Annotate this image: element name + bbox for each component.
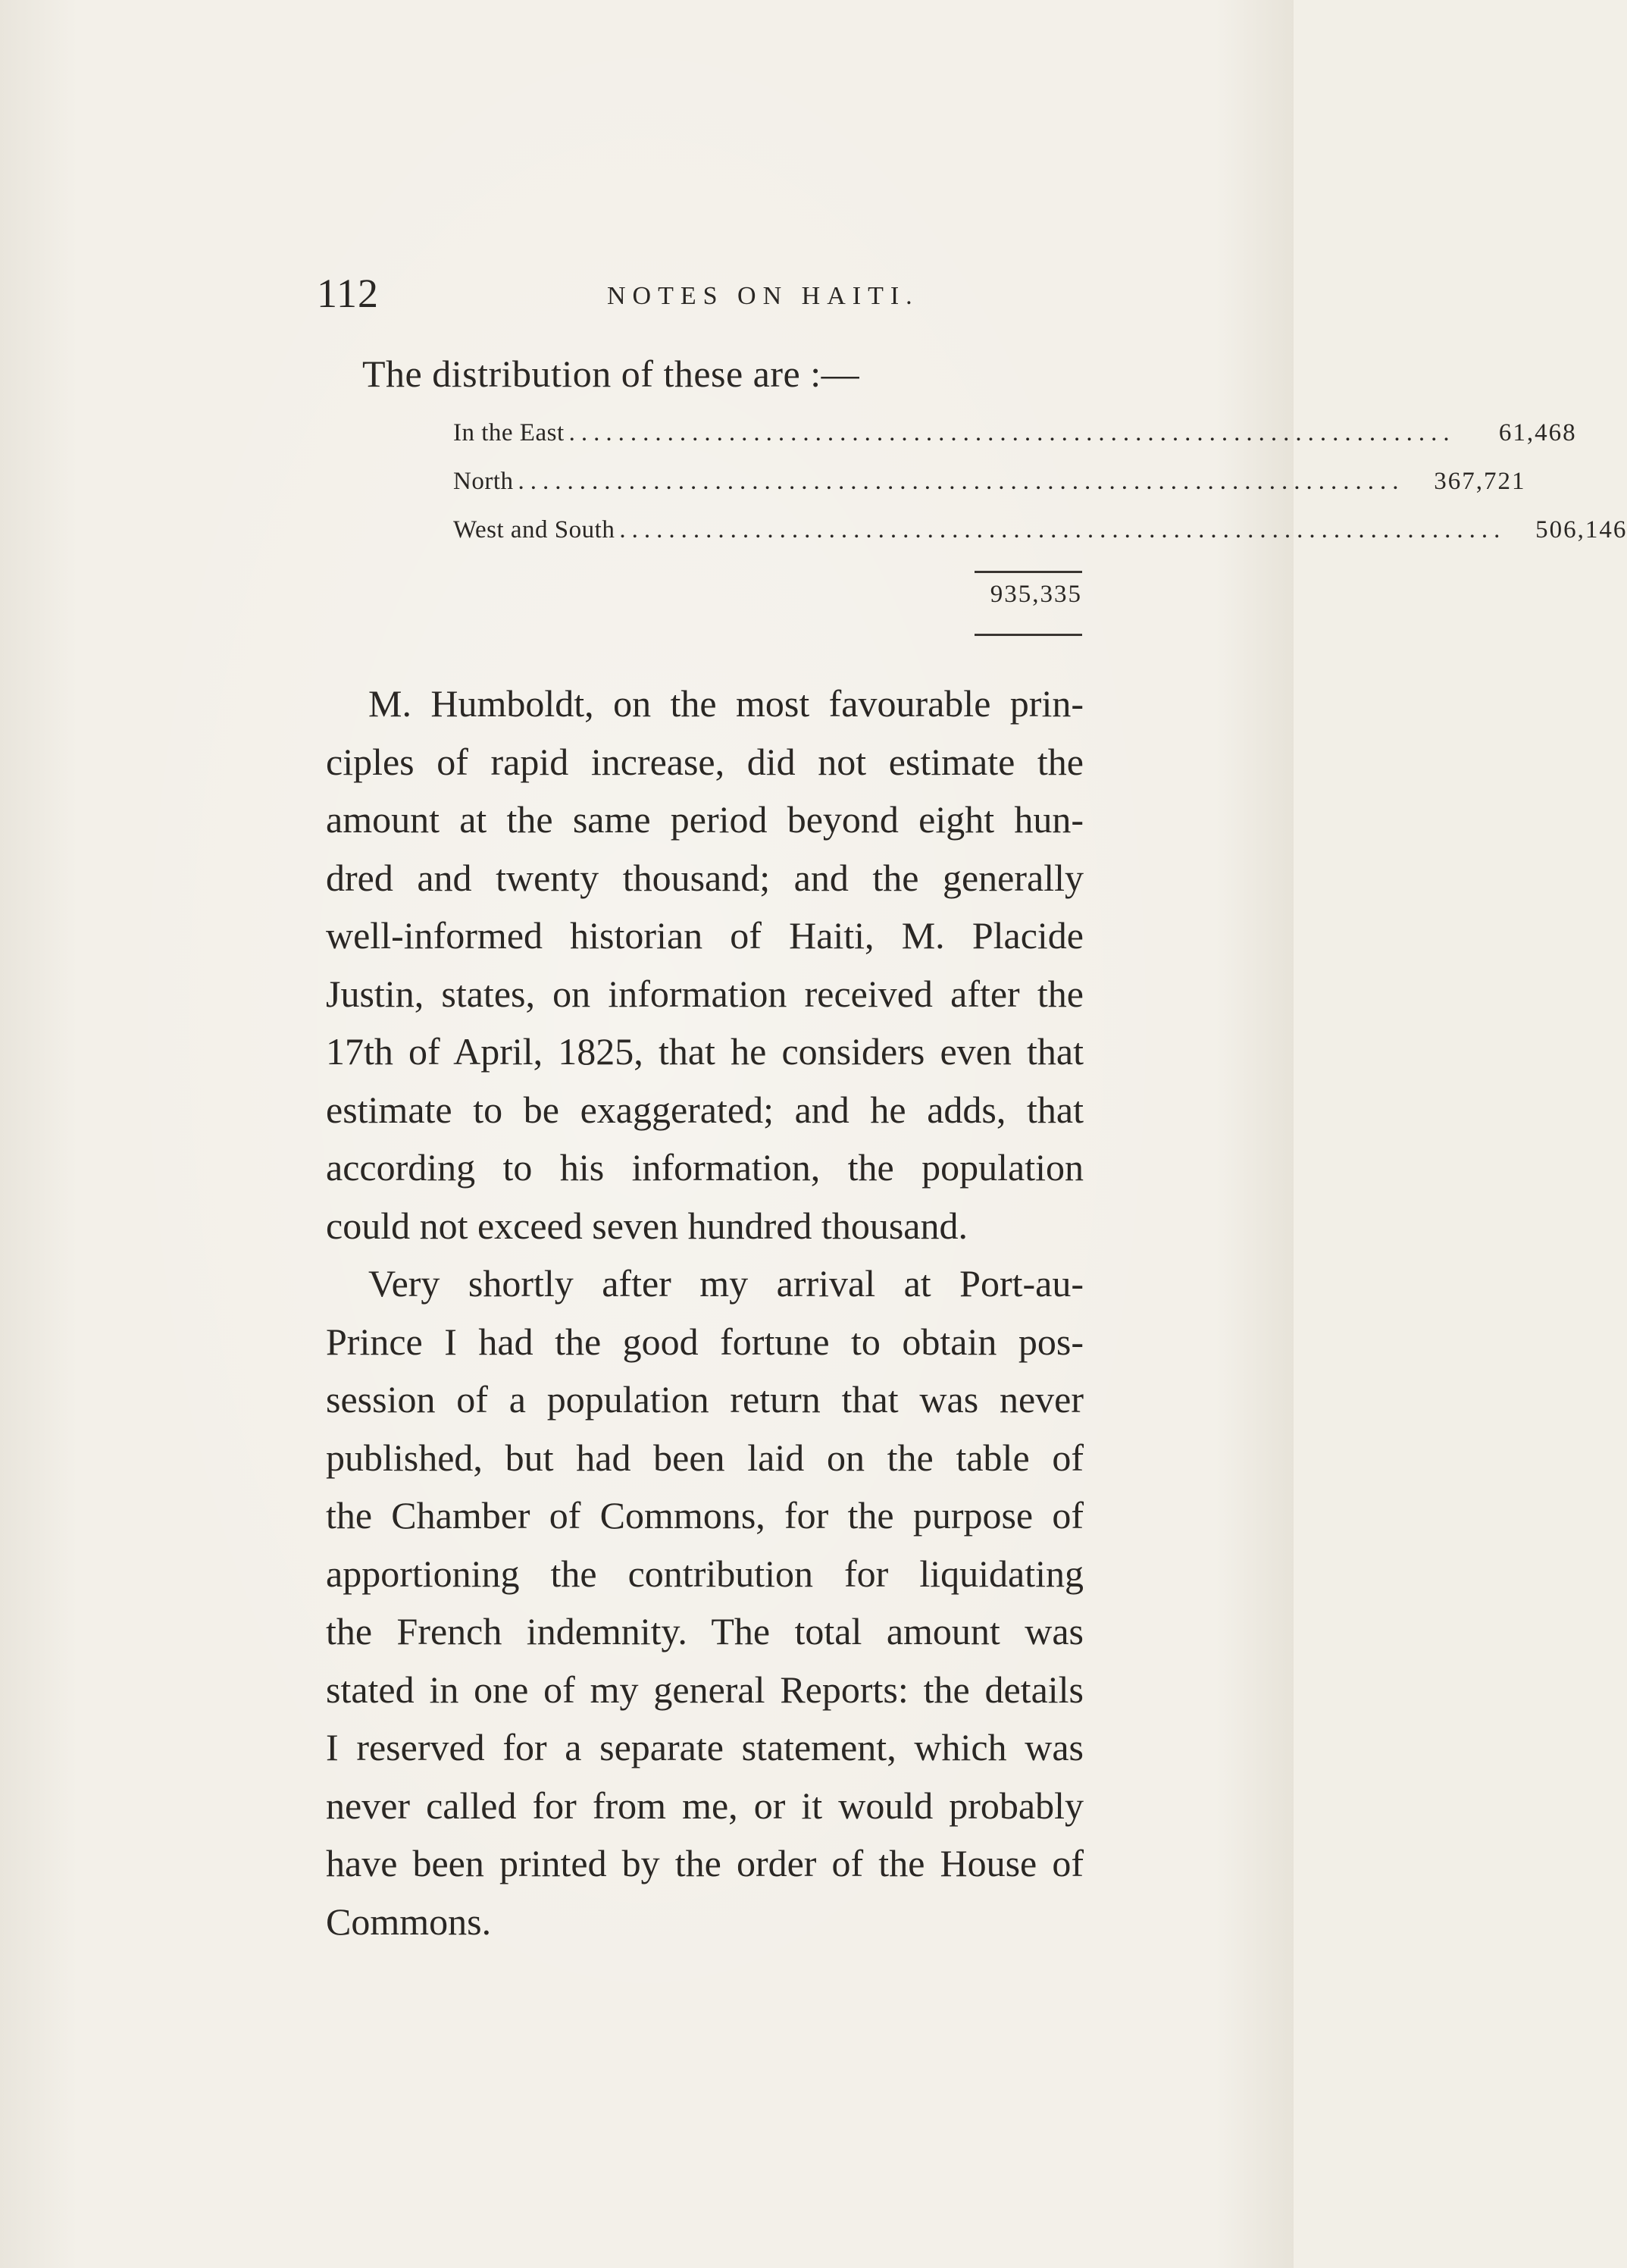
text-line: well-informed historian of Haiti, M. Placide [326, 914, 1084, 957]
text-line: Justin, states, on information received after the [326, 972, 1084, 1015]
table-row [453, 468, 1526, 516]
text-line: M. Humboldt, on the most favourable prin- [368, 682, 1084, 725]
running-title: NOTES ON HAITI. [607, 282, 919, 310]
paragraph-humboldt [326, 675, 1084, 1255]
row-value: 61,468 [1498, 419, 1577, 446]
text-line: have been printed by the order of the House of [326, 1842, 1084, 1884]
row-value: 506,146 [1535, 516, 1627, 544]
text-line: session of a population return that was never [326, 1378, 1084, 1421]
text-line: I reserved for a separate statement, which was [326, 1726, 1084, 1768]
text-line: stated in one of my general Reports: the details [326, 1668, 1084, 1711]
sum-rule-top [975, 571, 1082, 573]
row-label: In the East [453, 419, 565, 446]
text-line: according to his information, the population [326, 1146, 1084, 1189]
table-row [453, 419, 1577, 468]
text-line: Very shortly after my arrival at Port-au- [368, 1262, 1084, 1305]
text-line: 17th of April, 1825, that he considers even that [326, 1030, 1084, 1073]
text-line: apportioning the contribution for liquidating [326, 1552, 1084, 1595]
running-head [317, 270, 1082, 323]
table-total: 935,335 [990, 581, 1082, 608]
row-label: North [453, 468, 514, 495]
dot-leader: ........................................................................ [619, 516, 1507, 544]
body-text [326, 675, 1084, 1950]
table-intro: The distribution of these are :— [362, 352, 860, 395]
row-label: West and South [453, 516, 615, 544]
row-value: 367,721 [1434, 468, 1526, 495]
dot-leader: ........................................................................ [518, 468, 1405, 495]
text-line: never called for from me, or it would probably [326, 1784, 1084, 1827]
text-line: Commons. [326, 1900, 492, 1943]
text-line: Prince I had the good fortune to obtain pos- [326, 1320, 1084, 1363]
text-line: could not exceed seven hundred thousand. [326, 1204, 968, 1247]
dot-leader: ........................................................................ [568, 419, 1456, 446]
table-row [453, 516, 1627, 565]
text-line: ciples of rapid increase, did not estimate the [326, 740, 1084, 783]
text-line: dred and twenty thousand; and the generally [326, 856, 1084, 899]
text-line: published, but had been laid on the table of [326, 1436, 1084, 1479]
text-line: the Chamber of Commons, for the purpose of [326, 1494, 1084, 1537]
distribution-table [453, 419, 1627, 565]
paragraph-population-return [326, 1255, 1084, 1950]
text-line: the French indemnity. The total amount was [326, 1610, 1084, 1652]
sum-rule-bottom [975, 634, 1082, 636]
page-number: 112 [317, 271, 379, 316]
text-line: amount at the same period beyond eight hun- [326, 798, 1084, 841]
text-line: estimate to be exaggerated; and he adds, that [326, 1088, 1084, 1131]
